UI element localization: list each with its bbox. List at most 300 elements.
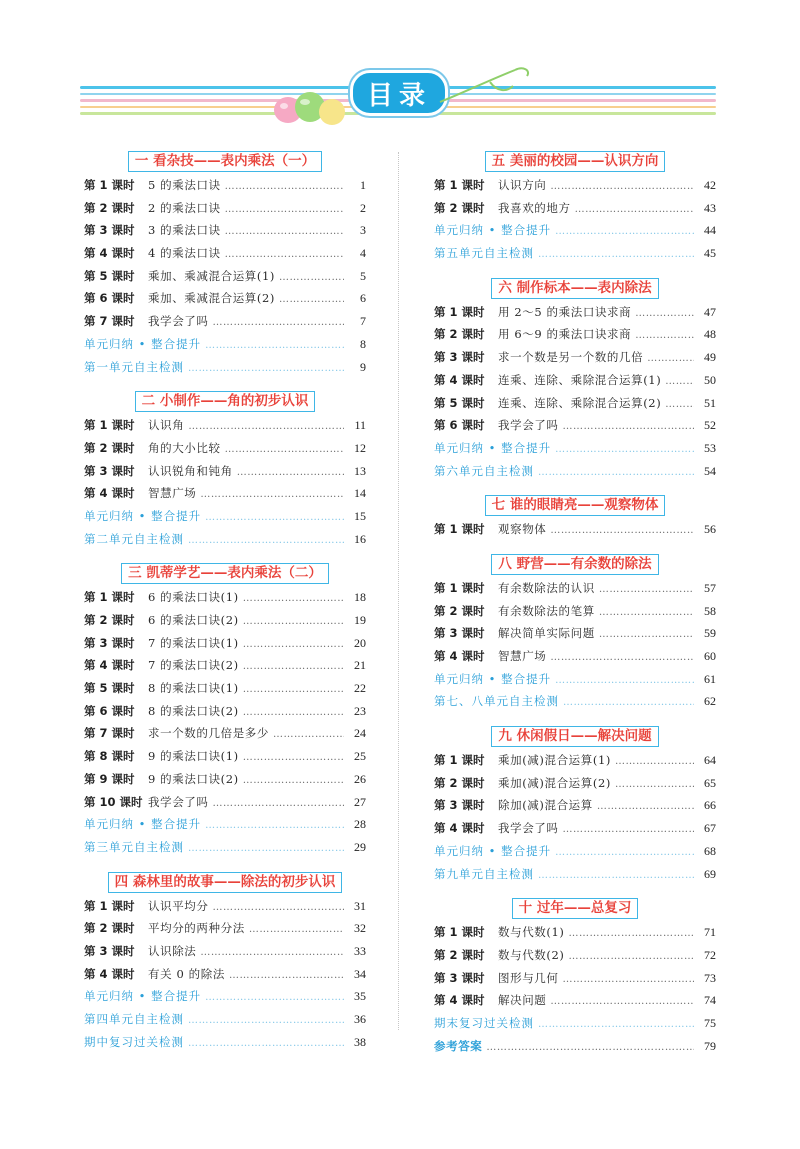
lesson-label: 第 3 课时 xyxy=(84,223,135,238)
page-number: 56 xyxy=(704,522,716,537)
dot-leader xyxy=(615,774,694,797)
page-number: 58 xyxy=(704,603,716,618)
toc-entry[interactable] xyxy=(84,1008,366,1031)
entry-title: 4 的乘法口诀 xyxy=(148,246,221,261)
toc-entry[interactable] xyxy=(434,863,716,886)
dot-leader xyxy=(279,267,344,290)
dot-leader xyxy=(615,751,694,774)
entry-title: 乘加(减)混合运算(1) xyxy=(498,753,611,768)
lesson-label: 第 1 课时 xyxy=(434,580,485,595)
lesson-label: 第 10 课时 xyxy=(84,794,143,809)
dot-leader xyxy=(550,647,694,670)
lesson-label: 第 4 课时 xyxy=(434,821,485,836)
entry-title: 7 的乘法口诀(1) xyxy=(148,635,239,650)
page-number: 38 xyxy=(354,1034,366,1049)
page-number: 21 xyxy=(354,658,366,673)
toc-entry[interactable] xyxy=(84,700,366,723)
entry-title: 智慧广场 xyxy=(498,649,547,663)
lesson-label: 第 7 课时 xyxy=(84,726,135,741)
dot-leader xyxy=(243,634,344,657)
unit-title xyxy=(434,150,716,173)
entry-title: 3 的乘法口诀 xyxy=(148,223,221,238)
dot-leader xyxy=(538,462,694,485)
lesson-label: 第 5 课时 xyxy=(84,681,135,696)
toc-entry[interactable] xyxy=(84,356,366,379)
toc-entry[interactable] xyxy=(84,174,366,197)
dot-leader xyxy=(249,919,344,942)
lesson-label: 第 3 课时 xyxy=(84,635,135,650)
toc-entry[interactable] xyxy=(84,242,366,265)
toc-entry[interactable] xyxy=(84,528,366,551)
entry-title: 用 2～5 的乘法口诀求商 xyxy=(498,304,632,319)
page-number: 2 xyxy=(360,200,366,215)
toc-entry[interactable] xyxy=(434,967,716,990)
entry-title: 期中复习过关检测 xyxy=(84,1034,184,1049)
page-number: 6 xyxy=(360,291,366,306)
entry-title: 有关 0 的除法 xyxy=(148,966,225,981)
unit-title xyxy=(84,871,366,894)
dot-leader xyxy=(665,394,694,417)
page-number: 45 xyxy=(704,246,716,261)
page-number: 25 xyxy=(354,749,366,764)
page-number: 65 xyxy=(704,775,716,790)
toc-entry[interactable] xyxy=(84,287,366,310)
page-number: 24 xyxy=(354,726,366,741)
lesson-label: 第 2 课时 xyxy=(84,613,135,627)
toc-column-left xyxy=(84,150,366,1065)
lesson-label: 第 2 课时 xyxy=(434,775,485,790)
page-number: 18 xyxy=(354,590,366,605)
lesson-label: 第 5 课时 xyxy=(84,268,135,283)
toc-entry[interactable] xyxy=(84,505,366,528)
entry-title: 第一单元自主检测 xyxy=(84,359,184,374)
dot-leader xyxy=(555,221,694,244)
page-number: 49 xyxy=(704,350,716,365)
dot-leader xyxy=(229,965,344,988)
page-number: 42 xyxy=(704,178,716,192)
page-number: 52 xyxy=(704,418,716,433)
page-number: 72 xyxy=(704,947,716,962)
toc-entry[interactable] xyxy=(434,392,716,415)
toc-entry[interactable] xyxy=(434,622,716,645)
lesson-label: 第 3 课时 xyxy=(434,970,485,985)
dot-leader xyxy=(243,747,344,770)
toc-entry[interactable] xyxy=(84,482,366,505)
unit-title-label: 一 看杂技——表内乘法（一） xyxy=(128,151,322,172)
dot-leader xyxy=(188,1010,344,1033)
toc-entry[interactable] xyxy=(434,346,716,369)
toc-entry[interactable] xyxy=(84,677,366,700)
dot-leader xyxy=(550,176,694,199)
entry-title: 连乘、连除、乘除混合运算(1) xyxy=(498,372,662,387)
entry-title: 9 的乘法口诀(2) xyxy=(148,771,239,786)
dot-leader xyxy=(575,199,694,222)
toc-entry[interactable] xyxy=(84,437,366,460)
entry-title: 用 6～9 的乘法口诀求商 xyxy=(498,327,632,342)
dot-leader xyxy=(486,1037,694,1060)
lesson-label: 第 2 课时 xyxy=(84,440,135,455)
entry-title: 认识角 xyxy=(148,418,185,433)
dot-leader xyxy=(599,602,694,625)
page-number: 67 xyxy=(704,821,716,836)
dot-leader xyxy=(635,303,694,326)
dot-leader xyxy=(599,579,694,602)
dot-leader xyxy=(563,819,695,842)
entry-title: 单元归纳 • 整合提升 xyxy=(84,508,202,523)
entry-title: 求一个数的几倍是多少 xyxy=(148,726,269,741)
unit-title-label: 六 制作标本——表内除法 xyxy=(491,278,658,299)
toc-entry[interactable] xyxy=(434,1012,716,1035)
toc-entry[interactable] xyxy=(84,414,366,437)
dot-leader xyxy=(225,199,344,222)
page-number: 74 xyxy=(704,993,716,1008)
dot-leader xyxy=(213,312,345,335)
toc-entry[interactable] xyxy=(434,301,716,324)
page-number: 79 xyxy=(704,1038,716,1053)
dot-leader xyxy=(243,656,344,679)
unit-title-label: 九 休闲假日——解决问题 xyxy=(491,726,658,747)
toc-entry[interactable] xyxy=(84,265,366,288)
entry-title: 乘加、乘减混合运算(2) xyxy=(148,291,275,306)
entry-title: 8 的乘法口诀(1) xyxy=(148,681,239,696)
dot-leader xyxy=(550,991,694,1014)
entry-title: 有余数除法的认识 xyxy=(498,580,595,595)
entry-title: 我喜欢的地方 xyxy=(498,200,571,215)
unit-title xyxy=(434,277,716,300)
vine-decoration-icon xyxy=(435,62,545,112)
toc-entry[interactable] xyxy=(434,174,716,197)
entry-title: 单元归纳 • 整合提升 xyxy=(84,989,202,1004)
entry-title: 第二单元自主检测 xyxy=(84,531,184,546)
entry-title: 我学会了吗 xyxy=(148,794,209,809)
toc-entry[interactable] xyxy=(84,654,366,677)
toc-entry[interactable] xyxy=(434,1035,716,1058)
entry-title: 求一个数是另一个数的几倍 xyxy=(498,350,644,365)
page-number: 60 xyxy=(704,649,716,663)
lesson-label: 第 4 课时 xyxy=(434,649,485,663)
page-number: 12 xyxy=(354,440,366,455)
lesson-label: 第 2 课时 xyxy=(434,947,485,962)
toc-entry[interactable] xyxy=(434,577,716,600)
entry-title: 除加(减)混合运算 xyxy=(498,798,593,813)
page-number: 66 xyxy=(704,798,716,813)
dot-leader xyxy=(205,987,344,1010)
page-number: 51 xyxy=(704,395,716,410)
balloon-decoration-icon xyxy=(272,90,352,134)
dot-leader xyxy=(555,842,694,865)
toc-entry[interactable] xyxy=(434,369,716,392)
dot-leader xyxy=(205,507,344,530)
dot-leader xyxy=(188,416,344,439)
page-number: 57 xyxy=(704,580,716,595)
entry-title: 解决简单实际问题 xyxy=(498,626,595,641)
toc-entry[interactable] xyxy=(434,690,716,713)
unit-title-label: 十 过年——总复习 xyxy=(512,898,639,919)
page-number: 64 xyxy=(704,753,716,768)
entry-title: 我学会了吗 xyxy=(148,314,209,329)
unit-title-label: 四 森林里的故事——除法的初步认识 xyxy=(108,872,343,893)
dot-leader xyxy=(563,692,694,715)
unit-title xyxy=(84,390,366,413)
lesson-label: 第 1 课时 xyxy=(434,304,485,319)
entry-title: 图形与几何 xyxy=(498,970,559,985)
page-number: 11 xyxy=(354,418,366,433)
toc-entry[interactable] xyxy=(434,794,716,817)
dot-leader xyxy=(205,335,344,358)
page-number: 62 xyxy=(704,694,716,709)
page-number: 14 xyxy=(354,486,366,501)
page-number: 9 xyxy=(360,359,366,374)
toc-entry[interactable] xyxy=(84,460,366,483)
lesson-label: 第 1 课时 xyxy=(434,522,485,537)
lesson-label: 第 2 课时 xyxy=(434,200,485,215)
entry-title: 有余数除法的笔算 xyxy=(498,603,595,618)
toc-entry[interactable] xyxy=(434,219,716,242)
dot-leader xyxy=(225,176,344,199)
unit-title-label: 五 美丽的校园——认识方向 xyxy=(485,151,666,172)
entry-title: 5 的乘法口诀 xyxy=(148,178,221,192)
dot-leader xyxy=(569,946,695,969)
toc-entry[interactable] xyxy=(84,791,366,814)
dot-leader xyxy=(188,838,344,861)
page-number: 1 xyxy=(360,178,366,192)
lesson-label: 第 3 课时 xyxy=(84,943,135,958)
toc-entry[interactable] xyxy=(84,609,366,632)
unit-title-label: 三 凯蒂学艺——表内乘法（二） xyxy=(121,563,329,584)
unit-title xyxy=(434,725,716,748)
dot-leader xyxy=(597,796,694,819)
dot-leader xyxy=(279,289,344,312)
entry-title: 数与代数(2) xyxy=(498,947,565,962)
dot-leader xyxy=(243,679,344,702)
unit-title xyxy=(434,494,716,517)
dot-leader xyxy=(243,611,344,634)
dot-leader xyxy=(538,1014,694,1037)
toc-entry[interactable] xyxy=(84,895,366,918)
dot-leader xyxy=(563,969,695,992)
entry-title: 认识锐角和钝角 xyxy=(148,463,233,478)
toc-entry[interactable] xyxy=(434,989,716,1012)
lesson-label: 第 1 课时 xyxy=(84,590,135,605)
lesson-label: 第 6 课时 xyxy=(84,703,135,718)
dot-leader xyxy=(225,244,344,267)
lesson-label: 第 5 课时 xyxy=(434,395,485,410)
page-number: 47 xyxy=(704,304,716,319)
toc-entry[interactable] xyxy=(84,310,366,333)
dot-leader xyxy=(243,702,344,725)
toc-entry[interactable] xyxy=(434,518,716,541)
toc-entry[interactable] xyxy=(434,414,716,437)
unit-title xyxy=(84,150,366,173)
page-number: 23 xyxy=(354,703,366,718)
toc-title-badge xyxy=(350,70,448,116)
toc-entry[interactable] xyxy=(434,242,716,265)
toc-entry[interactable] xyxy=(434,668,716,691)
dot-leader xyxy=(647,348,694,371)
dot-leader xyxy=(555,439,694,462)
toc-entry[interactable] xyxy=(84,333,366,356)
toc-entry[interactable] xyxy=(434,197,716,220)
dot-leader xyxy=(550,520,694,543)
entry-title: 我学会了吗 xyxy=(498,418,559,433)
lesson-label: 第 3 课时 xyxy=(434,798,485,813)
dot-leader xyxy=(188,358,344,381)
toc-entry[interactable] xyxy=(434,600,716,623)
page-number: 36 xyxy=(354,1012,366,1026)
page-title: 目录 xyxy=(366,80,431,111)
entry-title: 单元归纳 • 整合提升 xyxy=(84,817,202,832)
toc-entry[interactable] xyxy=(434,817,716,840)
toc-entry[interactable] xyxy=(434,645,716,668)
lesson-label: 第 2 课时 xyxy=(434,327,485,342)
lesson-label: 第 3 课时 xyxy=(434,350,485,365)
entry-title: 单元归纳 • 整合提升 xyxy=(84,336,202,351)
toc-entry[interactable] xyxy=(84,813,366,836)
dot-leader xyxy=(563,416,695,439)
toc-column-right xyxy=(434,150,716,1069)
lesson-label: 第 6 课时 xyxy=(84,291,135,306)
page-number: 27 xyxy=(354,794,366,809)
entry-title: 乘加、乘减混合运算(1) xyxy=(148,268,275,283)
lesson-label: 第 4 课时 xyxy=(84,966,135,981)
entry-title: 第五单元自主检测 xyxy=(434,246,534,261)
page-number: 4 xyxy=(360,246,366,261)
page-number: 73 xyxy=(704,970,716,985)
dot-leader xyxy=(188,530,344,553)
lesson-label: 第 3 课时 xyxy=(434,626,485,641)
dot-leader xyxy=(243,588,344,611)
lesson-label: 第 2 课时 xyxy=(434,603,485,618)
lesson-label: 第 9 课时 xyxy=(84,771,135,786)
entry-title: 参考答案 xyxy=(434,1038,483,1053)
toc-entry[interactable] xyxy=(434,749,716,772)
toc-entry[interactable] xyxy=(84,917,366,940)
page-number: 75 xyxy=(704,1015,716,1030)
lesson-label: 第 2 课时 xyxy=(84,200,135,215)
page-number: 68 xyxy=(704,843,716,858)
entry-title: 认识除法 xyxy=(148,943,197,958)
lesson-label: 第 8 课时 xyxy=(84,749,135,764)
dot-leader xyxy=(213,793,345,816)
page-number: 29 xyxy=(354,839,366,854)
page-number: 61 xyxy=(704,671,716,686)
dot-leader xyxy=(273,724,344,747)
entry-title: 观察物体 xyxy=(498,522,547,537)
page-number: 3 xyxy=(360,223,366,238)
page-number: 69 xyxy=(704,866,716,881)
entry-title: 认识方向 xyxy=(498,178,547,192)
dot-leader xyxy=(237,462,344,485)
page-number: 53 xyxy=(704,440,716,455)
entry-title: 智慧广场 xyxy=(148,486,197,501)
entry-title: 6 的乘法口诀(1) xyxy=(148,590,239,605)
toc-entry[interactable] xyxy=(84,586,366,609)
page-number: 13 xyxy=(354,463,366,478)
toc-entry[interactable] xyxy=(84,219,366,242)
lesson-label: 第 7 课时 xyxy=(84,314,135,329)
unit-title-label: 七 谁的眼睛亮——观察物体 xyxy=(485,495,666,516)
toc-entry[interactable] xyxy=(84,632,366,655)
toc-entry[interactable] xyxy=(84,985,366,1008)
entry-title: 认识平均分 xyxy=(148,898,209,913)
column-divider xyxy=(398,152,399,1030)
page-number: 34 xyxy=(354,966,366,981)
page-number: 19 xyxy=(354,613,366,627)
entry-title: 第九单元自主检测 xyxy=(434,866,534,881)
toc-entry[interactable] xyxy=(84,197,366,220)
entry-title: 第六单元自主检测 xyxy=(434,463,534,478)
dot-leader xyxy=(599,624,694,647)
page-number: 31 xyxy=(354,898,366,913)
unit-title xyxy=(84,562,366,585)
entry-title: 6 的乘法口诀(2) xyxy=(148,613,239,627)
toc-entry[interactable] xyxy=(434,772,716,795)
toc-entry[interactable] xyxy=(434,437,716,460)
page-number: 28 xyxy=(354,817,366,832)
toc-entry[interactable] xyxy=(84,768,366,791)
entry-title: 7 的乘法口诀(2) xyxy=(148,658,239,673)
toc-entry[interactable] xyxy=(84,836,366,859)
dot-leader xyxy=(188,1033,344,1056)
page-number: 48 xyxy=(704,327,716,342)
page-number: 35 xyxy=(354,989,366,1004)
toc-entry[interactable] xyxy=(84,963,366,986)
page-number: 50 xyxy=(704,372,716,387)
toc-entry[interactable] xyxy=(434,944,716,967)
lesson-label: 第 1 课时 xyxy=(84,898,135,913)
toc-entry[interactable] xyxy=(84,1031,366,1054)
entry-title: 9 的乘法口诀(1) xyxy=(148,749,239,764)
entry-title: 单元归纳 • 整合提升 xyxy=(434,223,552,238)
entry-title: 单元归纳 • 整合提升 xyxy=(434,843,552,858)
dot-leader xyxy=(538,244,694,267)
entry-title: 第三单元自主检测 xyxy=(84,839,184,854)
page-number: 43 xyxy=(704,200,716,215)
page-number: 22 xyxy=(354,681,366,696)
toc-entry[interactable] xyxy=(84,722,366,745)
page-number: 71 xyxy=(704,925,716,940)
unit-title xyxy=(434,553,716,576)
lesson-label: 第 4 课时 xyxy=(84,486,135,501)
toc-entry[interactable] xyxy=(434,323,716,346)
lesson-label: 第 1 课时 xyxy=(434,925,485,940)
entry-title: 乘加(减)混合运算(2) xyxy=(498,775,611,790)
page-number: 54 xyxy=(704,463,716,478)
toc-entry[interactable] xyxy=(84,745,366,768)
dot-leader xyxy=(200,942,344,965)
dot-leader xyxy=(200,484,344,507)
dot-leader xyxy=(538,865,694,888)
page-number: 26 xyxy=(354,771,366,786)
unit-title-label: 八 野营——有余数的除法 xyxy=(491,554,658,575)
lesson-label: 第 4 课时 xyxy=(434,993,485,1008)
page-number: 59 xyxy=(704,626,716,641)
page-number: 33 xyxy=(354,943,366,958)
unit-title-label: 二 小制作——角的初步认识 xyxy=(135,391,316,412)
entry-title: 2 的乘法口诀 xyxy=(148,200,221,215)
toc-entry[interactable] xyxy=(434,840,716,863)
toc-entry[interactable] xyxy=(434,921,716,944)
lesson-label: 第 6 课时 xyxy=(434,418,485,433)
toc-entry[interactable] xyxy=(84,940,366,963)
toc-entry[interactable] xyxy=(434,460,716,483)
entry-title: 平均分的两种分法 xyxy=(148,921,245,936)
dot-leader xyxy=(213,897,345,920)
entry-title: 解决问题 xyxy=(498,993,547,1008)
lesson-label: 第 3 课时 xyxy=(84,463,135,478)
dot-leader xyxy=(243,770,344,793)
dot-leader xyxy=(225,221,344,244)
